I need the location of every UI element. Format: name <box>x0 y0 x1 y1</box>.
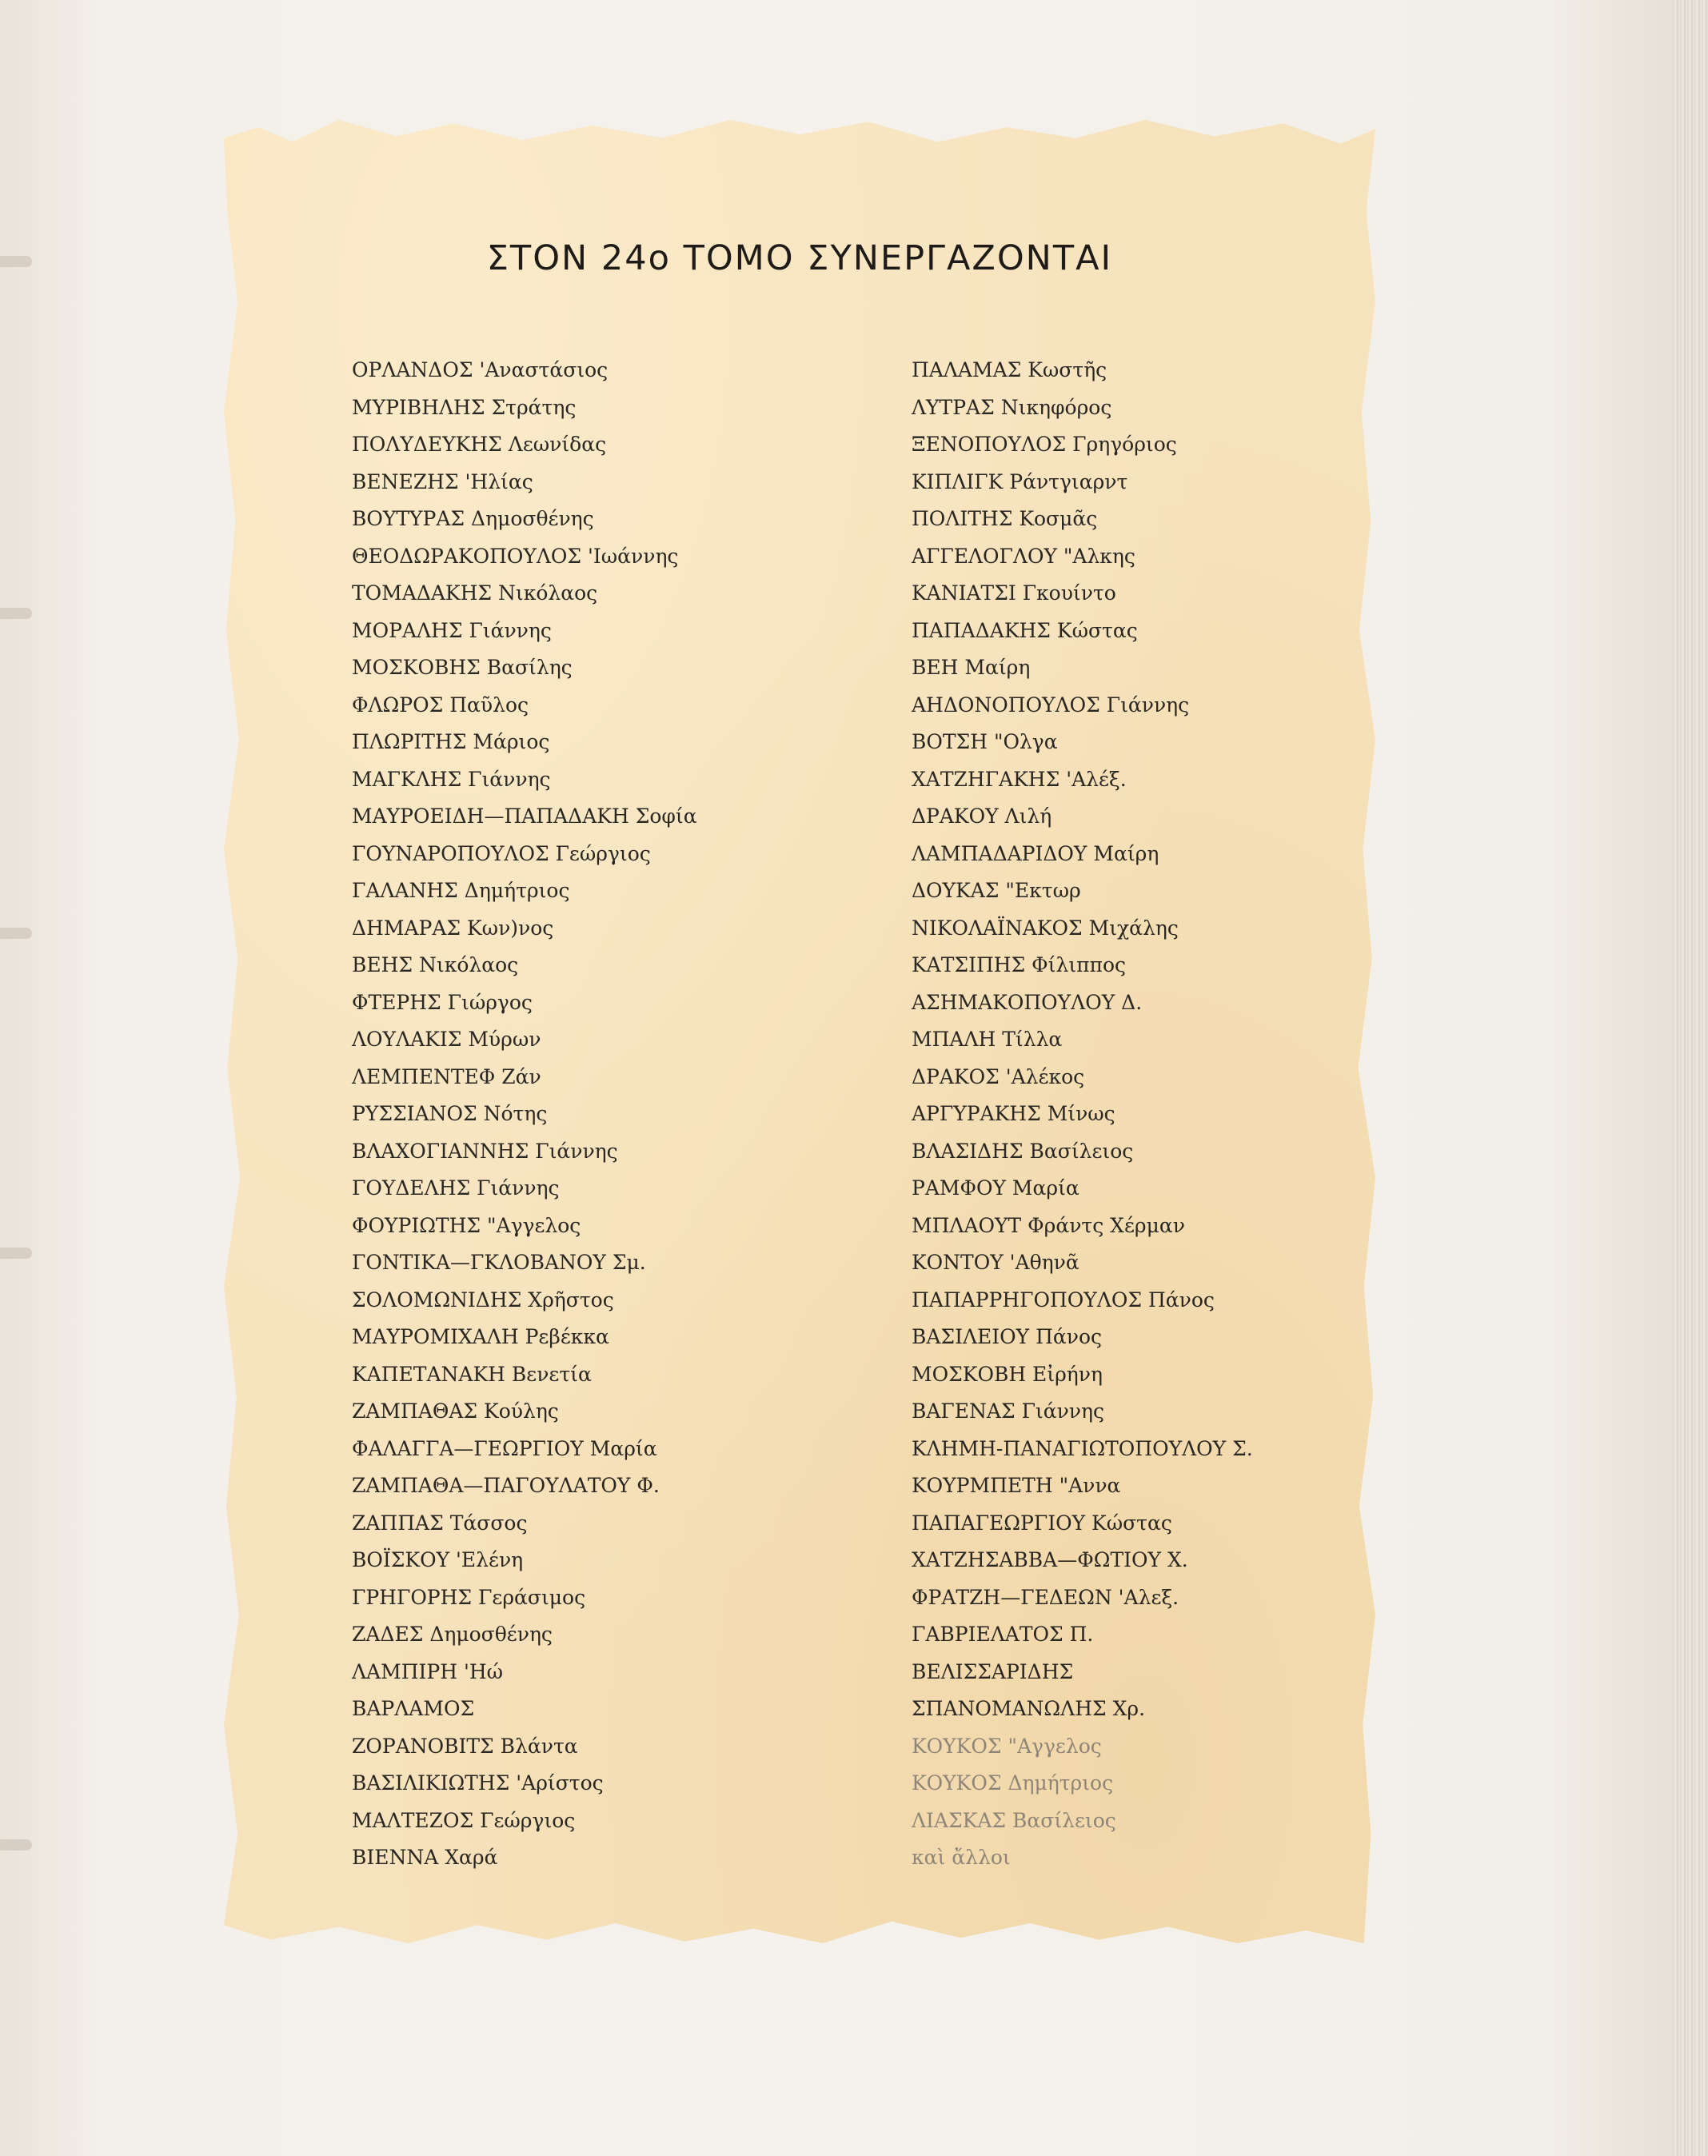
contributor-name: ΓΑΛΑΝΗΣ Δημήτριος <box>352 879 570 902</box>
contributor-name: ΚΟΝΤΟΥ 'Αθηνᾶ <box>912 1251 1079 1274</box>
contributor-name: ΛΑΜΠΙΡΗ 'Ηώ <box>352 1659 504 1683</box>
contributor-name: ΔΡΑΚΟΥ Λιλή <box>912 805 1052 828</box>
contributor-name: ΠΟΛΙΤΗΣ Κοσμᾶς <box>912 507 1098 530</box>
contributor-name: ΠΑΠΑΓΕΩΡΓΙΟΥ Κώστας <box>912 1511 1172 1535</box>
contributor-name: ΒΛΑΣΙΔΗΣ Βασίλειος <box>912 1139 1134 1163</box>
binding-stitch <box>0 1248 32 1259</box>
contributor-name: ΑΡΓΥΡΑΚΗΣ Μίνως <box>912 1102 1115 1125</box>
page-stack-edge <box>1673 0 1708 2156</box>
contributor-name: ΟΡΛΑΝΔΟΣ 'Αναστάσιος <box>352 358 609 381</box>
contributor-name: ΜΑΥΡΟΕΙΔΗ—ΠΑΠΑΔΑΚΗ Σοφία <box>352 805 697 828</box>
contributor-name: ΒΟΤΣΗ "Ολγα <box>912 730 1058 753</box>
contributor-name: ΚΟΥΚΟΣ Δημήτριος <box>912 1771 1114 1795</box>
contributor-name: ΠΑΛΑΜΑΣ Κωστῆς <box>912 358 1107 381</box>
contributor-name: ΒΟΪΣΚΟΥ 'Ελένη <box>352 1548 524 1571</box>
contributor-name: ΚΑΤΣΙΠΗΣ Φίλιππος <box>912 953 1127 976</box>
contributor-name: ΛΟΥΛΑΚΙΣ Μύρων <box>352 1028 541 1051</box>
contributor-name: ΡΑΜΦΟΥ Μαρία <box>912 1176 1079 1200</box>
contributor-name: ΛΕΜΠΕΝΤΕΦ Ζάν <box>352 1064 541 1088</box>
contributor-name: ΦΛΩΡΟΣ Παῦλος <box>352 693 529 717</box>
page-title: ΣΤΟΝ 24ο ΤΟΜΟ ΣΥΝΕΡΓΑΖΟΝΤΑΙ <box>486 238 1113 278</box>
contributor-name: ΒΕΗ Μαίρη <box>912 656 1031 679</box>
contributor-name: ΔΡΑΚΟΣ 'Αλέκος <box>912 1064 1085 1088</box>
contributor-name: ΣΠΑΝΟΜΑΝΩΛΗΣ Χρ. <box>912 1697 1146 1720</box>
contributor-name: ΒΟΥΤΥΡΑΣ Δημοσθένης <box>352 507 594 530</box>
contributor-name: ΒΑΣΙΛΙΚΙΩΤΗΣ 'Αρίστος <box>352 1771 604 1795</box>
contributor-name: ΡΥΣΣΙΑΝΟΣ Νότης <box>352 1102 548 1125</box>
contributor-name: ΣΟΛΟΜΩΝΙΔΗΣ Χρῆστος <box>352 1288 614 1312</box>
contributor-name: ΖΟΡΑΝΟΒΙΤΣ Βλάντα <box>352 1734 578 1758</box>
contributor-name: ΧΑΤΖΗΣΑΒΒΑ—ΦΩΤΙΟΥ Χ. <box>912 1548 1188 1571</box>
contributor-name: ΚΟΥΡΜΠΕΤΗ "Αννα <box>912 1474 1121 1497</box>
contributor-name: ΚΑΠΕΤΑΝΑΚΗ Βενετία <box>352 1362 592 1386</box>
contributor-name: ΒΙΕΝΝΑ Χαρά <box>352 1846 498 1869</box>
contributor-name: ΦΤΕΡΗΣ Γιώργος <box>352 990 533 1014</box>
contributor-name: ΚΟΥΚΟΣ "Αγγελος <box>912 1734 1102 1758</box>
contributor-name: ΒΛΑΧΟΓΙΑΝΝΗΣ Γιάννης <box>352 1139 618 1163</box>
contributor-name: ΑΗΔΟΝΟΠΟΥΛΟΣ Γιάννης <box>912 693 1190 717</box>
contributor-name: ΔΗΜΑΡΑΣ Κων)νος <box>352 916 554 940</box>
contributor-name: ΖΑΜΠΑΘΑ—ΠΑΓΟΥΛΑΤΟΥ Φ. <box>352 1474 660 1497</box>
binding-stitch <box>0 256 32 267</box>
contributor-name: ΛΙΑΣΚΑΣ Βασίλειος <box>912 1808 1116 1832</box>
contributor-name: ΖΑΔΕΣ Δημοσθένης <box>352 1623 553 1646</box>
contributor-name: ΜΑΥΡΟΜΙΧΑΛΗ Ρεβέκκα <box>352 1325 609 1348</box>
contributor-name: καὶ ἄλλοι <box>912 1846 1011 1869</box>
contributor-name: ΑΣΗΜΑΚΟΠΟΥΛΟΥ Δ. <box>912 990 1143 1014</box>
binding-stitch <box>0 608 32 619</box>
contributors-left-column <box>352 352 697 1877</box>
contributor-name: ΠΛΩΡΙΤΗΣ Μάριος <box>352 730 550 753</box>
contributor-name: ΜΟΣΚΟΒΗΣ Βασίλης <box>352 656 573 679</box>
binding-stitch <box>0 1839 32 1851</box>
contributor-name: ΝΙΚΟΛΑΪΝΑΚΟΣ Μιχάλης <box>912 916 1179 940</box>
contributor-name: ΞΕΝΟΠΟΥΛΟΣ Γρηγόριος <box>912 433 1177 456</box>
contributor-name: ΒΑΓΕΝΑΣ Γιάννης <box>912 1399 1104 1423</box>
contributor-name: ΜΑΛΤΕΖΟΣ Γεώργιος <box>352 1808 576 1832</box>
contributor-name: ΠΑΠΑΡΡΗΓΟΠΟΥΛΟΣ Πάνος <box>912 1288 1215 1312</box>
contributor-name: ΤΟΜΑΔΑΚΗΣ Νικόλαος <box>352 581 598 605</box>
contributor-name: ΒΑΡΛΑΜΟΣ <box>352 1697 475 1720</box>
contributors-right-column <box>912 352 1253 1877</box>
contributor-name: ΦΡΑΤΖΗ—ΓΕΔΕΩΝ 'Αλεξ. <box>912 1585 1179 1609</box>
contributor-name: ΜΥΡΙΒΗΛΗΣ Στράτης <box>352 395 577 419</box>
contributor-name: ΓΟΥΝΑΡΟΠΟΥΛΟΣ Γεώργιος <box>352 841 651 865</box>
contributor-name: ΧΑΤΖΗΓΑΚΗΣ 'Αλέξ. <box>912 767 1127 791</box>
contributor-name: ΦΑΛΑΓΓΑ—ΓΕΩΡΓΙΟΥ Μαρία <box>352 1436 657 1460</box>
contributor-name: ΚΑΝΙΑΤΣΙ Γκουίντο <box>912 581 1116 605</box>
contributor-name: ΖΑΠΠΑΣ Τάσσος <box>352 1511 528 1535</box>
contributor-name: ΛΑΜΠΑΔΑΡΙΔΟΥ Μαίρη <box>912 841 1159 865</box>
contributor-name: ΓΡΗΓΟΡΗΣ Γεράσιμος <box>352 1585 586 1609</box>
contributor-name: ΠΟΛΥΔΕΥΚΗΣ Λεωνίδας <box>352 433 607 456</box>
contributor-name: ΜΠΑΛΗ Τίλλα <box>912 1028 1063 1051</box>
binding-stitch <box>0 928 32 939</box>
contributor-name: ΒΕΛΙΣΣΑΡΙΔΗΣ <box>912 1659 1074 1683</box>
contributor-name: ΚΙΠΛΙΓΚ Ράντγιαρντ <box>912 469 1128 493</box>
contributor-name: ΛΥΤΡΑΣ Νικηφόρος <box>912 395 1112 419</box>
contributor-name: ΚΛΗΜΗ-ΠΑΝΑΓΙΩΤΟΠΟΥΛΟΥ Σ. <box>912 1436 1253 1460</box>
contributor-name: ΜΟΣΚΟΒΗ Εἰρήνη <box>912 1362 1103 1386</box>
contributor-name: ΒΕΗΣ Νικόλαος <box>352 953 519 976</box>
contributor-name: ΓΟΥΔΕΛΗΣ Γιάννης <box>352 1176 560 1200</box>
contributor-name: ΘΕΟΔΩΡΑΚΟΠΟΥΛΟΣ 'Ιωάννης <box>352 544 679 568</box>
contributor-name: ΜΟΡΑΛΗΣ Γιάννης <box>352 618 552 642</box>
contributor-name: ΖΑΜΠΑΘΑΣ Κούλης <box>352 1399 559 1423</box>
contributor-name: ΓΟΝΤΙΚΑ—ΓΚΛΟΒΑΝΟΥ Σμ. <box>352 1251 646 1274</box>
contributor-name: ΓΑΒΡΙΕΛΑΤΟΣ Π. <box>912 1623 1094 1646</box>
contributor-name: ΑΓΓΕΛΟΓΛΟΥ "Αλκης <box>912 544 1135 568</box>
contributor-name: ΦΟΥΡΙΩΤΗΣ "Αγγελος <box>352 1213 581 1237</box>
contributor-name: ΔΟΥΚΑΣ "Εκτωρ <box>912 879 1081 902</box>
contributor-name: ΒΑΣΙΛΕΙΟΥ Πάνος <box>912 1325 1103 1348</box>
contributor-name: ΒΕΝΕΖΗΣ 'Ηλίας <box>352 469 533 493</box>
contributor-name: ΜΠΛΑΟΥΤ Φράντς Χέρμαν <box>912 1213 1185 1237</box>
contributor-name: ΜΑΓΚΛΗΣ Γιάννης <box>352 767 551 791</box>
contributor-name: ΠΑΠΑΔΑΚΗΣ Κώστας <box>912 618 1138 642</box>
